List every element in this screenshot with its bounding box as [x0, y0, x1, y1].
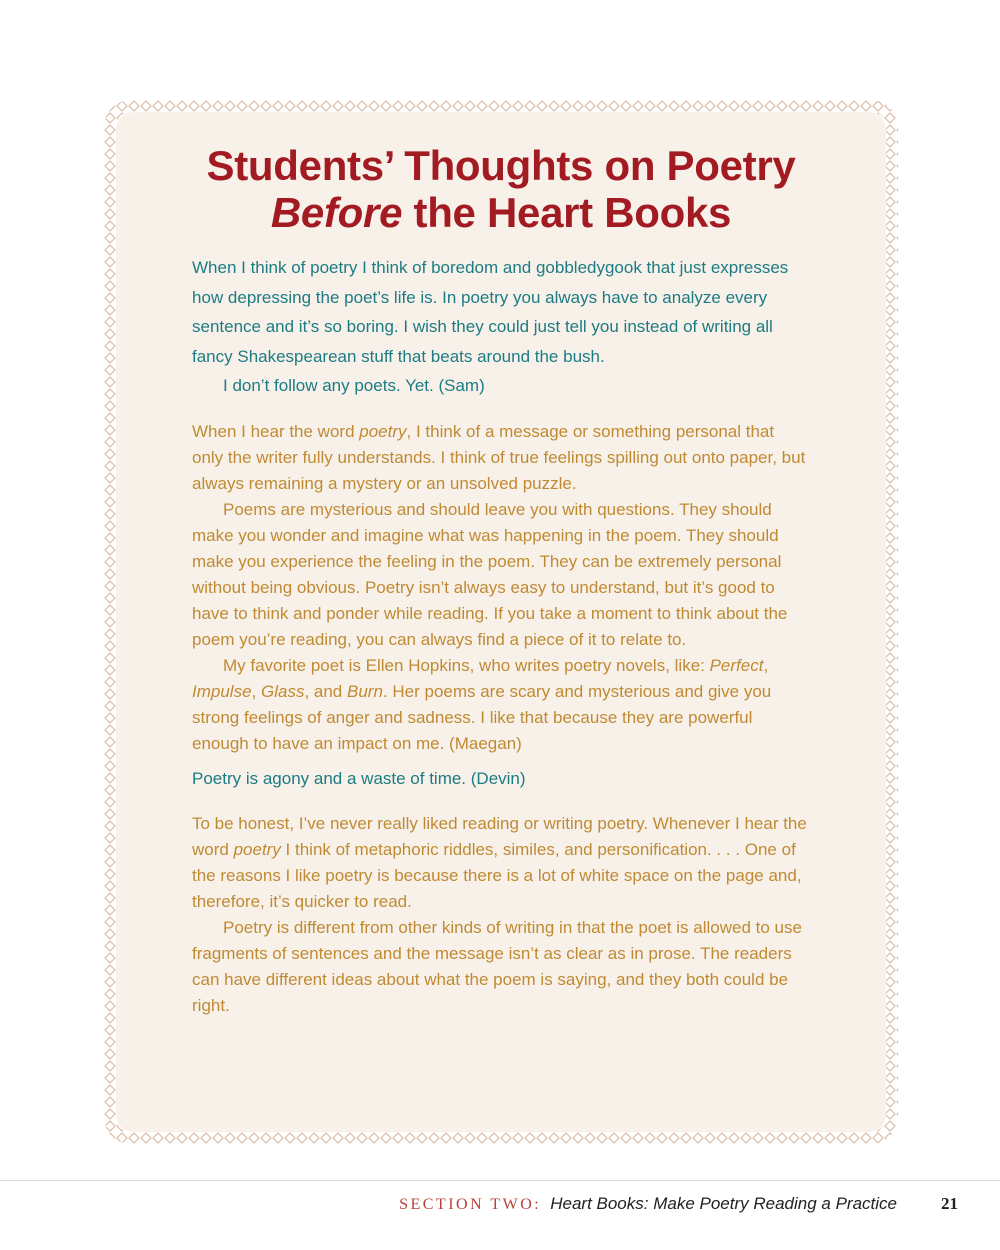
quote-paragraph: Poems are mysterious and should leave you with questions. They should make you wonder and imagine what was happening in the poem. They should make you experience the feeling in the poem. They can be extremely personal without being obvious. Poetry isn’t always easy to understand, but it’s good to have to think and ponder while reading. If you take a moment to think about the poem you’re reading, you can always find a piece of it to relate to. [192, 499, 788, 649]
quote-paragraph: I don’t follow any poets. Yet. (Sam) [223, 376, 485, 395]
title-emphasis: Before [270, 189, 403, 236]
title-line-2: the Heart Books [402, 189, 732, 236]
quote-paragraph: When I think of poetry I think of boredom and gobbledygook that just expresses how depressing the poet’s life is. In poetry you always have to analyze every sentence and it’s so boring. I wish they could just tell you instead of writing all fancy Shakespearean stuff that beats around the bush. [192, 258, 789, 366]
section-label: SECTION TWO: [399, 1196, 542, 1213]
quote-paragraph: To be honest, I’ve never really liked reading or writing poetry. Whenever I hear the word poetry I think of metaphoric riddles, similes, and personification. . . . One of the reasons I like poetry is because there is a lot of white space on the page and, therefore, it’s quicker to read. [192, 813, 807, 911]
panel-content [192, 142, 810, 1019]
section-title: Heart Books: Make Poetry Reading a Practice [550, 1194, 897, 1213]
footer-divider [0, 1180, 1000, 1181]
quote-paragraph: Poetry is agony and a waste of time. (Devin) [192, 768, 526, 788]
title-line-1: Students’ Thoughts on Poetry [206, 142, 796, 189]
quote-panel [104, 100, 898, 1144]
quote-maegan [192, 419, 810, 757]
quote-paragraph: My favorite poet is Ellen Hopkins, who writes poetry novels, like: Perfect, Impulse, Glass, and Burn. Her poems are scary and mysterious and give you strong feelings of anger and sadness. I like that because they are powerful enough to have an impact on me. (Maegan) [192, 655, 772, 753]
quote-sam [192, 253, 810, 401]
page-footer [399, 1194, 958, 1214]
page-number: 21 [941, 1194, 958, 1213]
quote-paragraph: Poetry is different from other kinds of writing in that the poet is allowed to use fragments of sentences and the message isn’t as clear as in prose. The readers can have different ideas about what the poem is saying, and they both could be right. [192, 917, 802, 1015]
quote-paragraph: When I hear the word poetry, I think of a message or something personal that only the writer fully understands. I think of true feelings spilling out onto paper, but always remaining a mystery or an unsolved puzzle. [192, 421, 806, 493]
page-title [192, 142, 810, 236]
quote-devin [192, 766, 810, 792]
quote-anonymous [192, 811, 810, 1019]
